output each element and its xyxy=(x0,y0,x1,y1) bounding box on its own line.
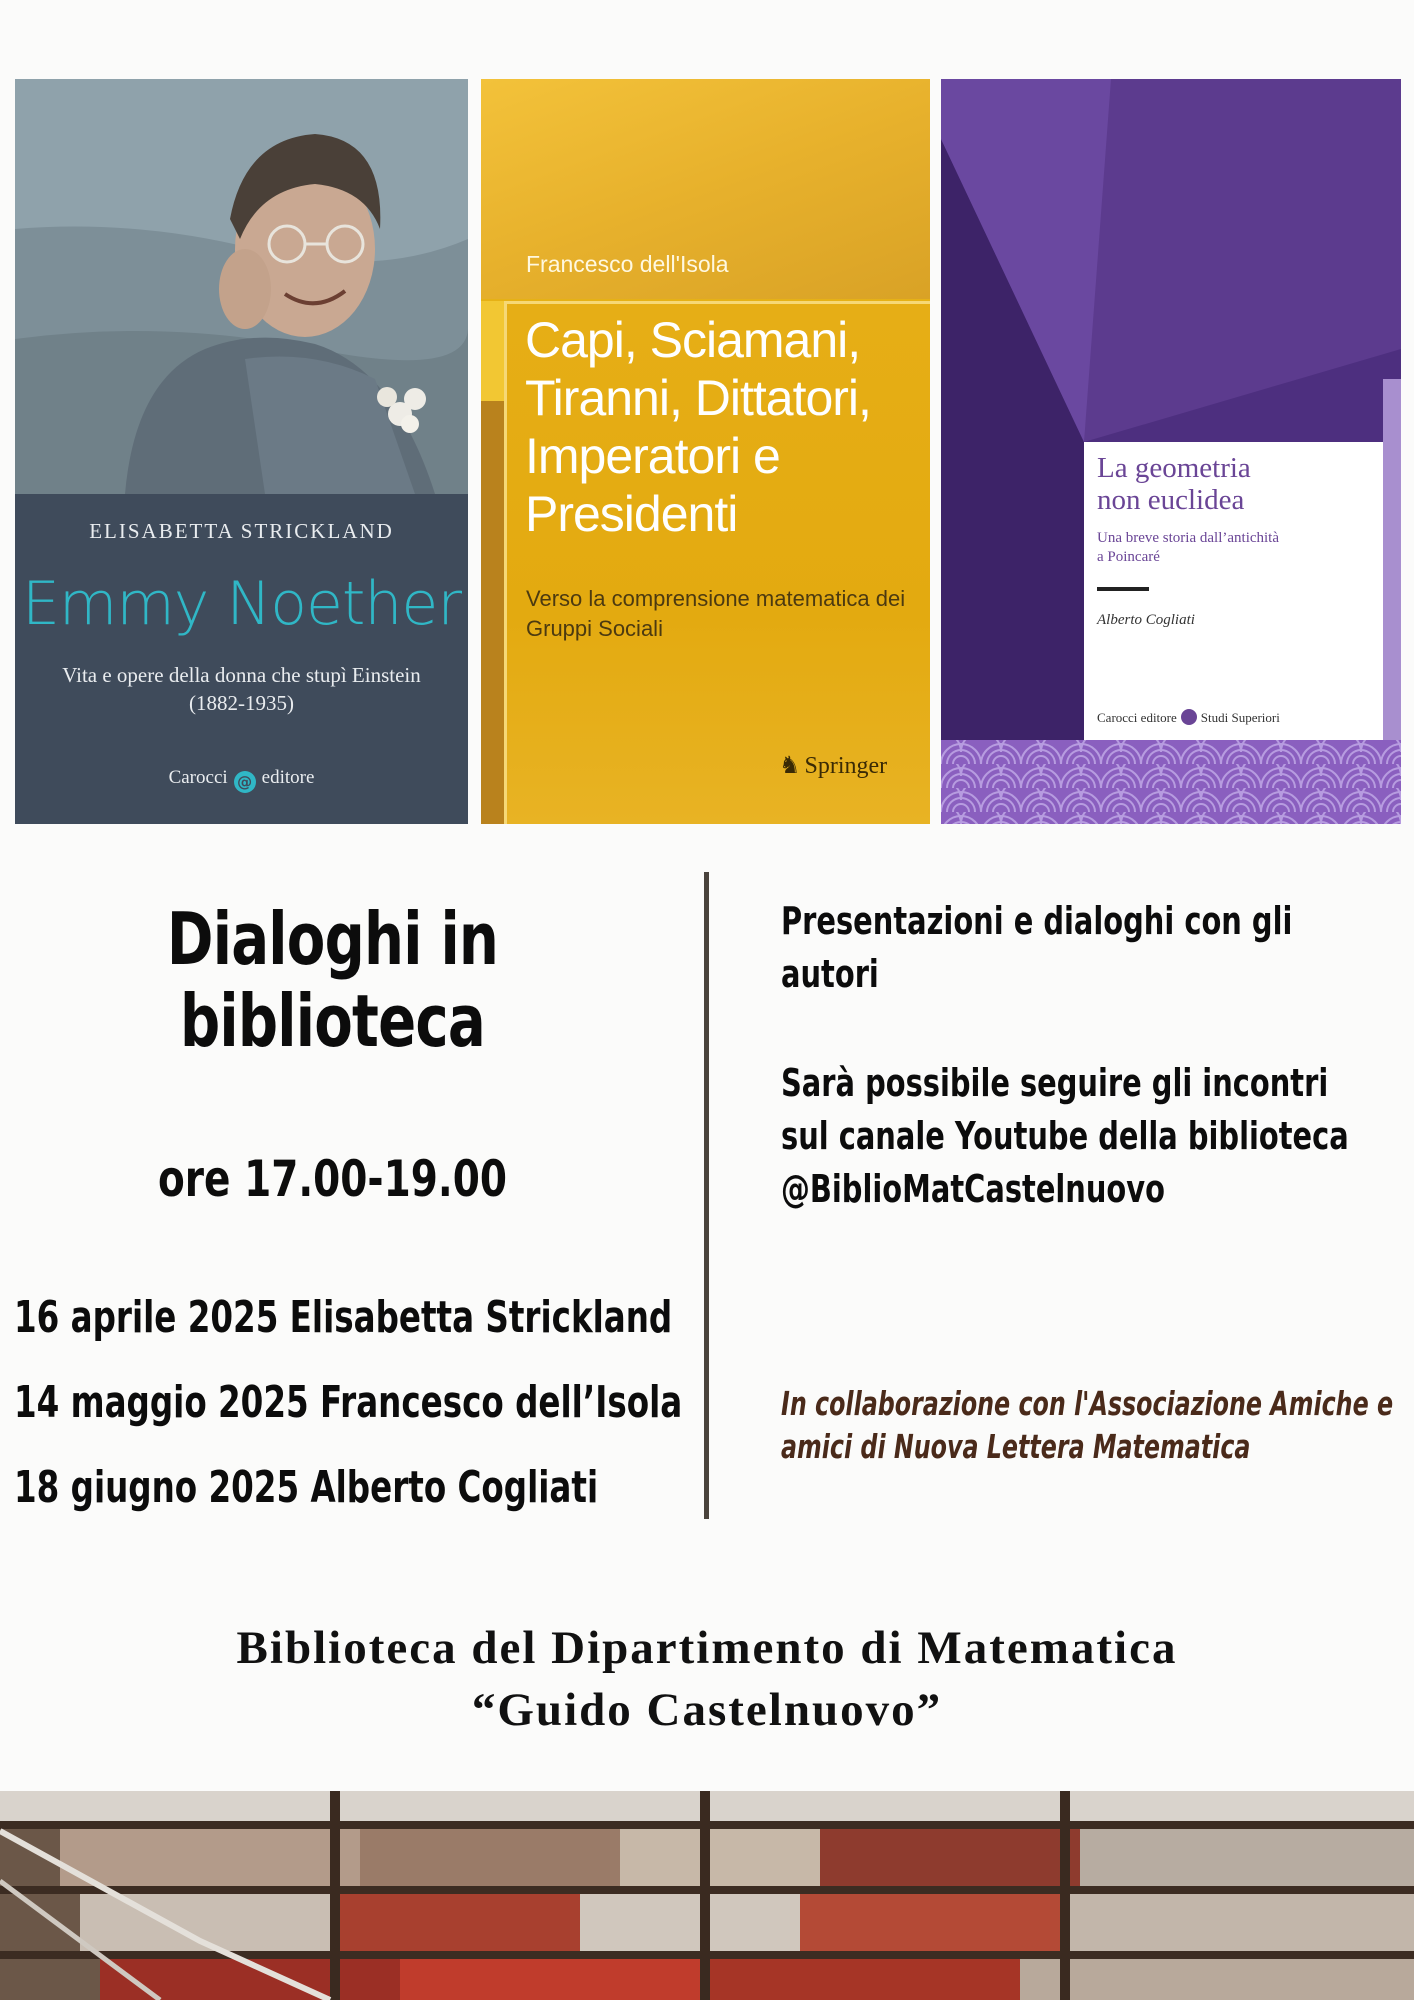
cover-title xyxy=(525,311,925,543)
cover-title-line: Imperatori e xyxy=(525,428,780,484)
cover-subtitle-years: (1882-1935) xyxy=(189,691,294,715)
event-date-item: 16 aprile 2025 Elisabetta Strickland xyxy=(14,1292,673,1343)
cover-title-line: Presidenti xyxy=(525,486,738,542)
book-cover-geometria-non-euclidea xyxy=(941,79,1401,824)
book-cover-emmy-noether xyxy=(15,79,468,824)
publisher-logo xyxy=(1097,709,1377,726)
info-youtube xyxy=(781,1057,1349,1216)
event-title-line: Dialoghi in xyxy=(166,897,499,981)
publisher-suffix: editore xyxy=(261,767,315,788)
collaboration-note xyxy=(781,1382,1393,1468)
springer-horse-icon: ♞ xyxy=(779,753,801,779)
book-cover-capi-sciamani xyxy=(481,79,930,824)
cover-accent-bar-lower xyxy=(481,401,504,824)
event-date-item: 18 giugno 2025 Alberto Cogliati xyxy=(14,1462,599,1513)
cover-photo-portrait xyxy=(15,79,468,494)
cover-title-line: La geometria xyxy=(1097,452,1251,484)
carocci-logo-icon: @ xyxy=(234,771,256,793)
cover-frame-line xyxy=(504,301,507,824)
cover-subtitle-line: Una breve storia dall’antichità xyxy=(1097,530,1280,546)
library-name xyxy=(0,1617,1414,1741)
info-line: sul canale Youtube della biblioteca xyxy=(781,1114,1349,1158)
publisher-series: Studi Superiori xyxy=(1200,710,1280,725)
event-title-line: biblioteca xyxy=(179,979,486,1063)
cover-rule xyxy=(1097,587,1149,591)
cover-subtitle xyxy=(526,584,926,644)
library-shelves-photo xyxy=(0,1791,1414,2000)
cover-author: Francesco dell'Isola xyxy=(526,251,729,277)
publisher-logo xyxy=(15,767,468,793)
cover-author: ELISABETTA STRICKLAND xyxy=(89,519,394,543)
cover-title-line: Tiranni, Dittatori, xyxy=(525,370,871,426)
info-presentations xyxy=(781,895,1313,1001)
cover-frame-line xyxy=(504,301,930,304)
cover-subtitle xyxy=(1097,529,1377,567)
publisher-logo xyxy=(779,751,887,780)
cover-subtitle xyxy=(25,661,458,717)
collab-line: In collaborazione con l'Associazione Amiche e xyxy=(781,1384,1394,1423)
carocci-logo-icon xyxy=(1181,709,1197,725)
info-line: Sarà possibile seguire gli incontri xyxy=(781,1061,1329,1105)
cover-title xyxy=(1097,452,1377,516)
vertical-divider xyxy=(704,872,709,1519)
library-name-line: Biblioteca del Dipartimento di Matematica xyxy=(236,1622,1178,1674)
publisher-name: Carocci xyxy=(168,767,228,788)
cover-title: Emmy Noether xyxy=(21,569,462,639)
cover-author: Alberto Cogliati xyxy=(1097,612,1195,628)
publisher-name: Springer xyxy=(804,753,888,779)
scale-pattern xyxy=(941,740,1401,824)
event-date-item: 14 maggio 2025 Francesco dell’Isola xyxy=(14,1377,683,1428)
info-line: autori xyxy=(781,952,879,996)
cover-subtitle-line: a Poincaré xyxy=(1097,549,1160,565)
cover-title-line: Capi, Sciamani, xyxy=(525,312,861,368)
youtube-handle: @BiblioMatCastelnuovo xyxy=(781,1167,1165,1211)
event-hours: ore 17.00-19.00 xyxy=(158,1150,507,1208)
cover-subtitle-line: Gruppi Sociali xyxy=(526,616,663,641)
cover-subtitle-line: Verso la comprensione matematica dei xyxy=(526,586,906,611)
cover-accent-bar xyxy=(481,301,504,401)
cover-subtitle-line: Vita e opere della donna che stupì Einstein xyxy=(62,663,421,687)
publisher-name: Carocci editore xyxy=(1097,710,1177,725)
cover-title-line: non euclidea xyxy=(1097,484,1245,516)
event-title xyxy=(73,898,592,1062)
library-name-line: “Guido Castelnuovo” xyxy=(471,1684,943,1736)
collab-line: amici di Nuova Lettera Matematica xyxy=(781,1427,1251,1466)
info-line: Presentazioni e dialoghi con gli xyxy=(781,899,1293,943)
event-info xyxy=(781,895,1414,1216)
